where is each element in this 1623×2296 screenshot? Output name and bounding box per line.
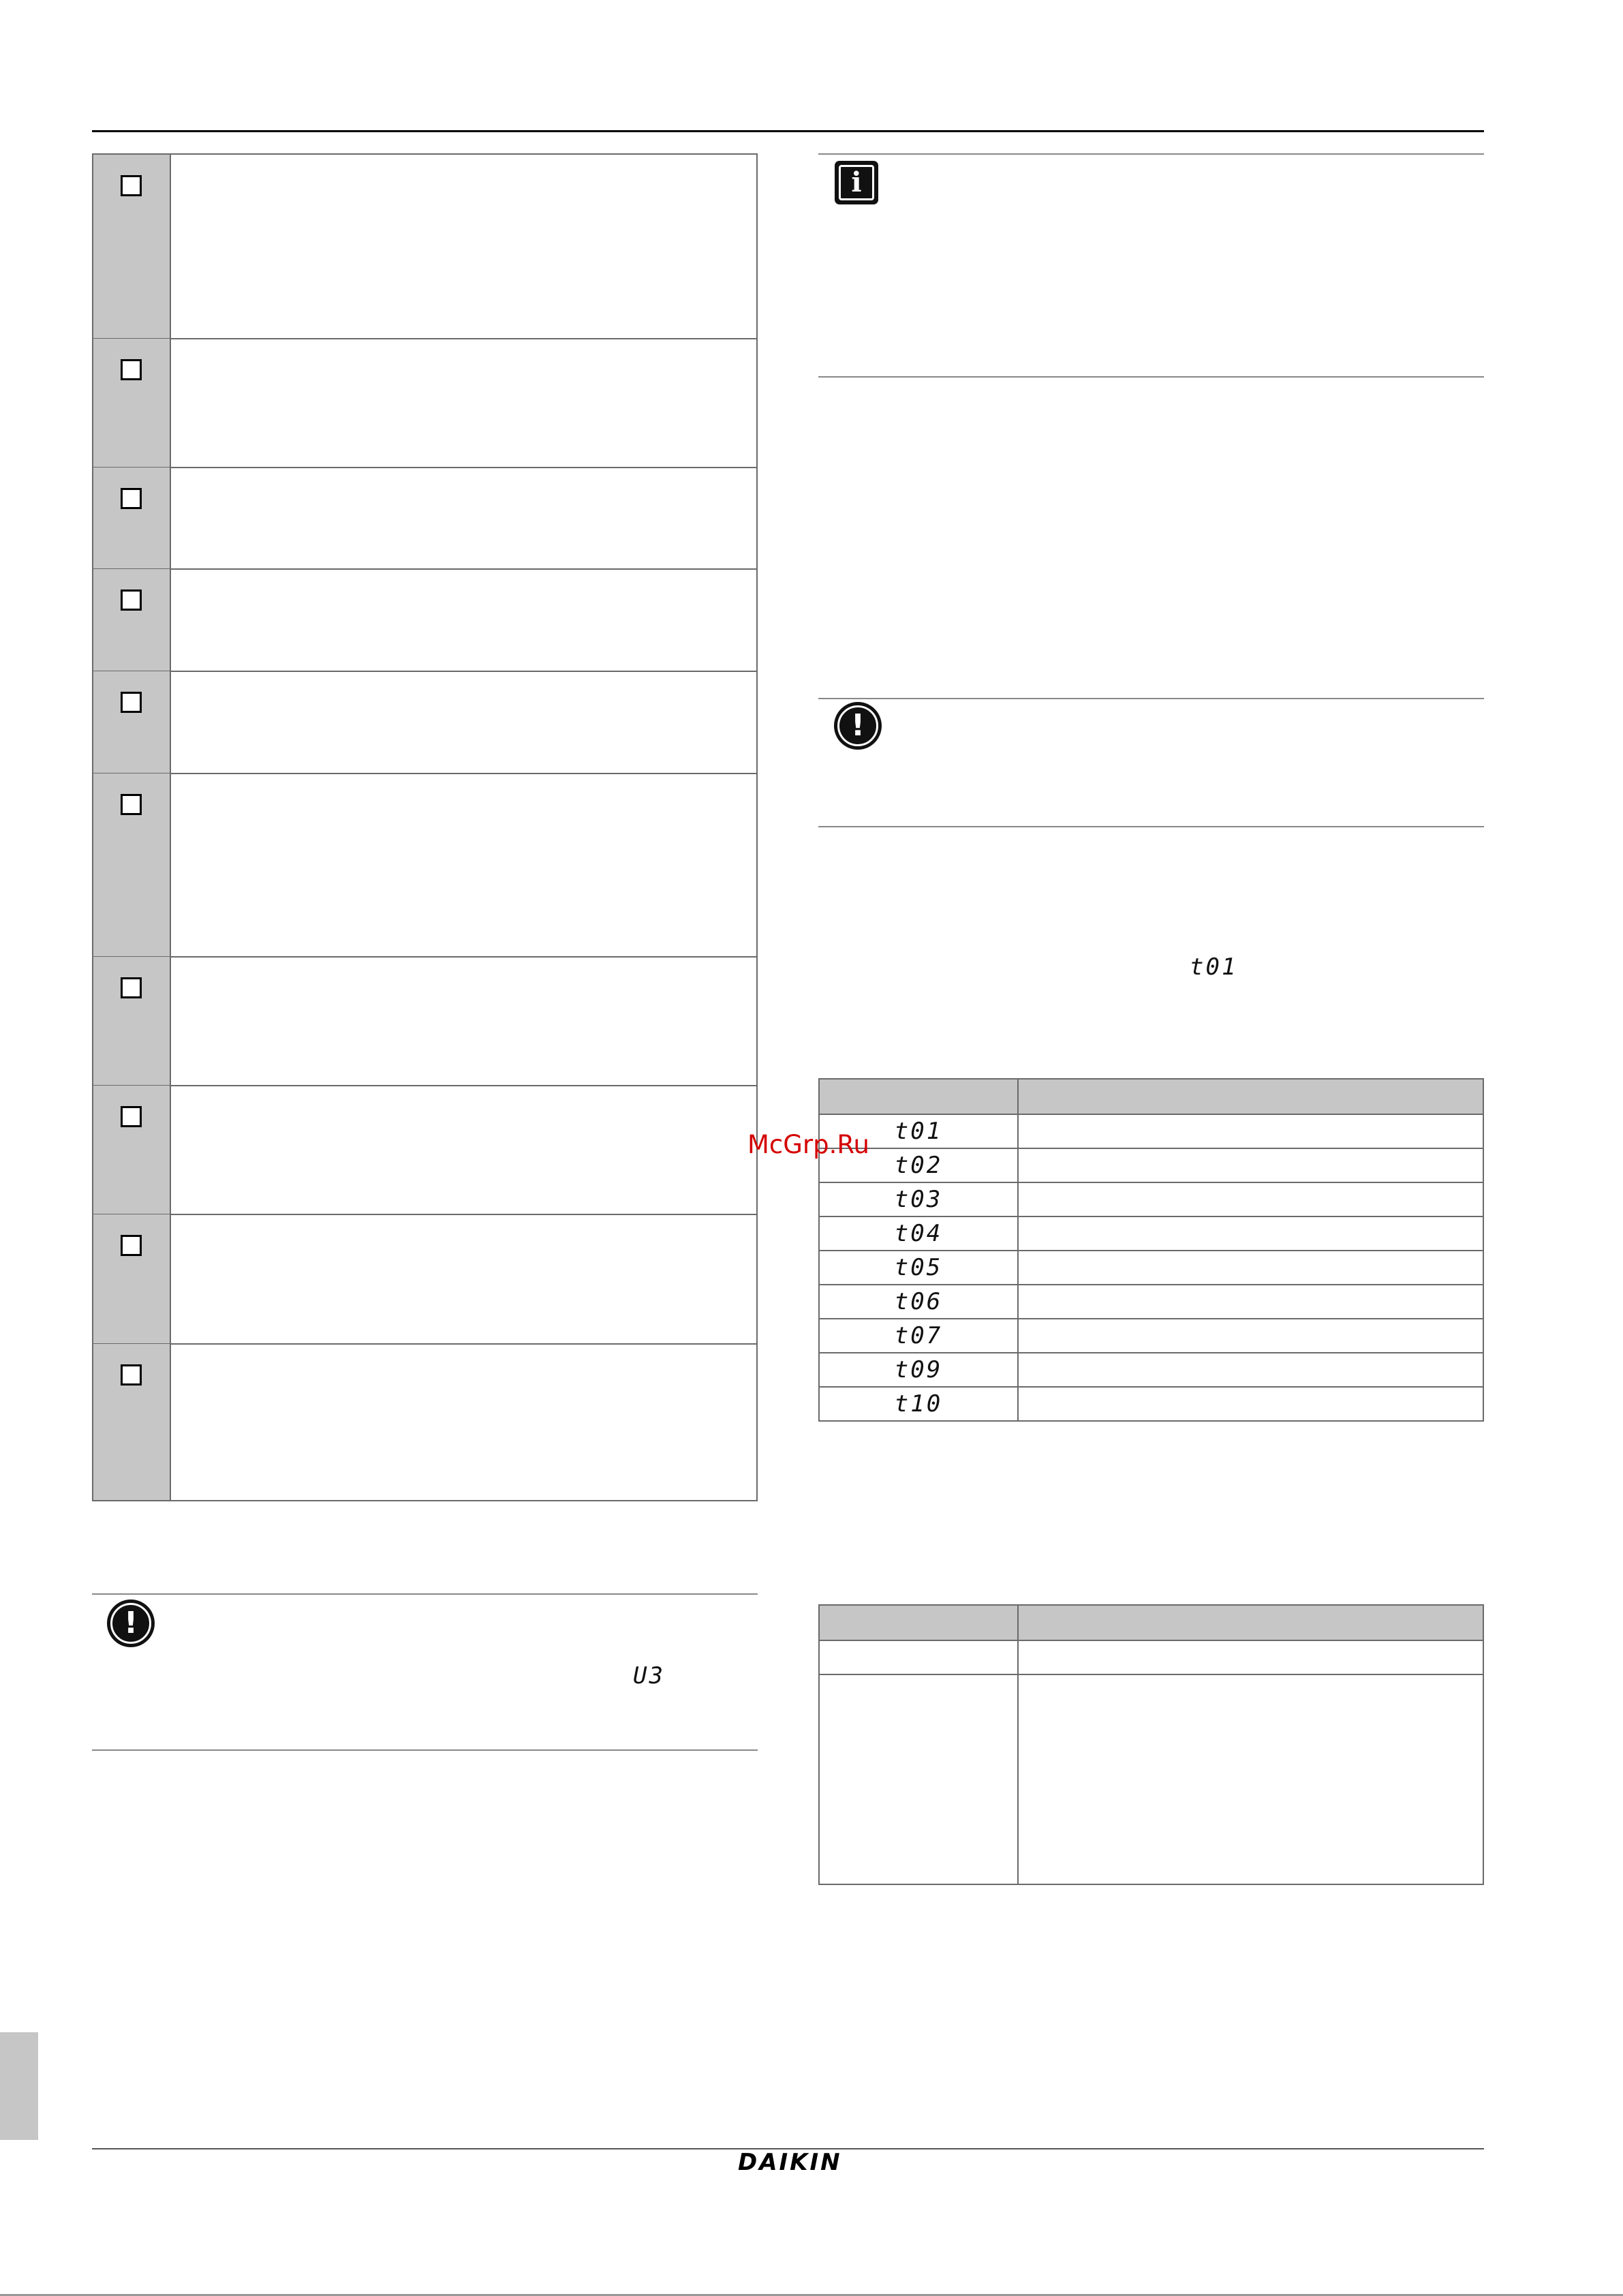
checkbox[interactable]: [121, 590, 142, 611]
checklist-row: [93, 569, 756, 671]
info-bottom-rule: [818, 376, 1484, 378]
test-code-table: [818, 1078, 1484, 1422]
checklist-row: [93, 1086, 756, 1214]
checkbox[interactable]: [121, 359, 142, 380]
code-cell: t10: [819, 1387, 1018, 1421]
table-header-cell: [819, 1605, 1018, 1640]
code-cell: t03: [819, 1182, 1018, 1216]
table-row: [819, 1319, 1483, 1353]
description-cell: [1018, 1387, 1483, 1421]
table-cell: [819, 1674, 1018, 1884]
checkbox[interactable]: [121, 794, 142, 815]
code-cell: t09: [819, 1353, 1018, 1387]
description-cell: [1018, 1353, 1483, 1387]
inline-test-code: t01: [1190, 953, 1238, 981]
table-cell: [1018, 1640, 1483, 1674]
code-cell: t01: [819, 1114, 1018, 1148]
info-icon: i: [835, 161, 878, 204]
warning-icon: !: [107, 1599, 155, 1647]
checkbox[interactable]: [121, 175, 142, 196]
table-row: [819, 1640, 1483, 1674]
header-rule: [92, 130, 1484, 132]
warning-icon-right: !: [834, 702, 882, 750]
code-cell: t04: [819, 1216, 1018, 1251]
inline-error-code: U3: [633, 1662, 665, 1689]
checkbox[interactable]: [121, 1106, 142, 1127]
table-row: [819, 1216, 1483, 1251]
checklist-row: [93, 339, 756, 468]
checkbox[interactable]: [121, 1364, 142, 1386]
installation-checklist: [92, 153, 758, 1501]
description-cell: [1018, 1319, 1483, 1353]
watermark: McGrp.Ru: [747, 1130, 869, 1159]
description-cell: [1018, 1216, 1483, 1251]
code-cell: t07: [819, 1319, 1018, 1353]
table-header-cell: [1018, 1079, 1483, 1114]
table-row: [819, 1285, 1483, 1319]
code-cell: t05: [819, 1251, 1018, 1285]
code-cell: t06: [819, 1285, 1018, 1319]
table-row: [819, 1674, 1483, 1884]
table-header-cell: [1018, 1605, 1483, 1640]
second-table: [818, 1604, 1484, 1885]
table-cell: [1018, 1674, 1483, 1884]
table-cell: [819, 1640, 1018, 1674]
checkbox[interactable]: [121, 488, 142, 509]
code-cell: t02: [819, 1148, 1018, 1182]
table-header-row: [819, 1079, 1483, 1114]
notice-top-rule-right: [818, 698, 1484, 699]
description-cell: [1018, 1114, 1483, 1148]
checklist-row: [93, 957, 756, 1086]
notice-top-rule: [92, 1593, 758, 1595]
checklist-row: [93, 671, 756, 774]
table-row: [819, 1182, 1483, 1216]
table-row: [819, 1114, 1483, 1148]
description-cell: [1018, 1148, 1483, 1182]
checklist-row: [93, 1344, 756, 1500]
notice-bottom-rule-right: [818, 826, 1484, 827]
info-top-rule: [818, 153, 1484, 155]
checkbox[interactable]: [121, 977, 142, 998]
checkbox[interactable]: [121, 1235, 142, 1256]
checkbox[interactable]: [121, 692, 142, 713]
description-cell: [1018, 1182, 1483, 1216]
checklist-row: [93, 155, 756, 339]
description-cell: [1018, 1251, 1483, 1285]
checklist-row: [93, 1214, 756, 1344]
table-header-cell: [819, 1079, 1018, 1114]
notice-bottom-rule: [92, 1749, 758, 1751]
description-cell: [1018, 1285, 1483, 1319]
side-tab: [0, 2032, 38, 2140]
table-row: [819, 1148, 1483, 1182]
table-row: [819, 1251, 1483, 1285]
table-row: [819, 1387, 1483, 1421]
checklist-row: [93, 468, 756, 569]
table-header-row: [819, 1605, 1483, 1640]
daikin-logo: DAIKIN: [738, 2149, 842, 2176]
table-row: [819, 1353, 1483, 1387]
checklist-row: [93, 774, 756, 957]
